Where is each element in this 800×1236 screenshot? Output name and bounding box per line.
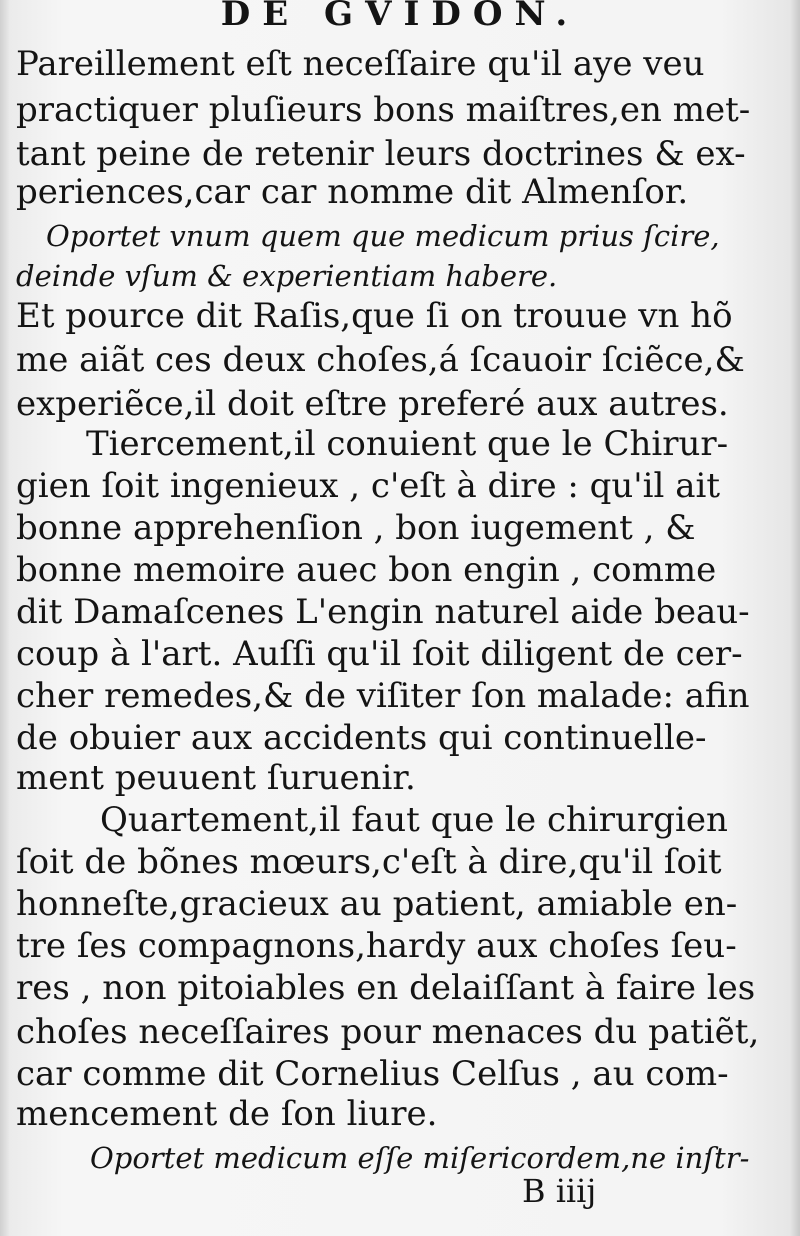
text-line: bonne apprehenſion , bon iugement , & xyxy=(16,508,696,548)
latin-quote-line: Oportet medicum eſſe miſericordem,ne inſtr- xyxy=(90,1141,750,1175)
text-line: honneſte,gracieux au patient, amiable en- xyxy=(16,884,738,924)
text-line: Tiercement,il conuient que le Chirur- xyxy=(86,424,729,464)
text-line: choſes neceſſaires pour menaces du patiẽt, xyxy=(16,1012,760,1052)
left-page-shadow xyxy=(0,0,10,1236)
text-line: bonne memoire auec bon engin , comme xyxy=(16,550,717,590)
text-line: tant peine de retenir leurs doctrines & ex- xyxy=(16,134,746,174)
text-line: ment peuuent ſuruenir. xyxy=(16,758,416,798)
latin-quote-line: Oportet vnum quem que medicum prius ſcire, xyxy=(46,219,720,253)
text-line: periences,car car nomme dit Almenſor. xyxy=(16,172,689,212)
text-line: car comme dit Cornelius Celſus , au com- xyxy=(16,1054,729,1094)
text-line: gien ſoit ingenieux , c'eſt à dire : qu'il ait xyxy=(16,466,721,506)
text-line: experiẽce,il doit eſtre preferé aux autres. xyxy=(16,384,729,424)
text-line: de obuier aux accidents qui continuelle- xyxy=(16,718,707,758)
text-line: mencement de ſon liure. xyxy=(16,1094,438,1134)
text-line: ſoit de bõnes mœurs,c'eſt à dire,qu'il ſoit xyxy=(16,842,722,882)
text-line: practiquer pluſieurs bons maiſtres,en met- xyxy=(16,90,751,130)
text-line: coup à l'art. Auſſi qu'il ſoit diligent de cer- xyxy=(16,634,743,674)
text-line: me aiãt ces deux choſes,á ſcauoir ſciẽce,& xyxy=(16,340,745,380)
text-line: cher remedes,& de viſiter ſon malade: afin xyxy=(16,676,750,716)
text-line: res , non pitoiables en delaiſſant à faire les xyxy=(16,968,756,1008)
text-line: tre ſes compagnons,hardy aux choſes ſeu- xyxy=(16,926,737,966)
text-line: Et pource dit Raſis,que ſi on trouue vn hõ xyxy=(16,296,733,336)
right-page-shadow xyxy=(790,0,800,1236)
running-head: DE GVIDON. xyxy=(220,0,580,34)
text-line: Quartement,il faut que le chirurgien xyxy=(100,800,728,840)
text-line: Pareillement eſt neceſſaire qu'il aye veu xyxy=(16,44,705,84)
latin-quote-line: deinde vſum & experientiam habere. xyxy=(16,259,558,293)
text-line: dit Damaſcenes L'engin naturel aide beau- xyxy=(16,592,750,632)
signature-mark: B iiij xyxy=(522,1172,597,1210)
